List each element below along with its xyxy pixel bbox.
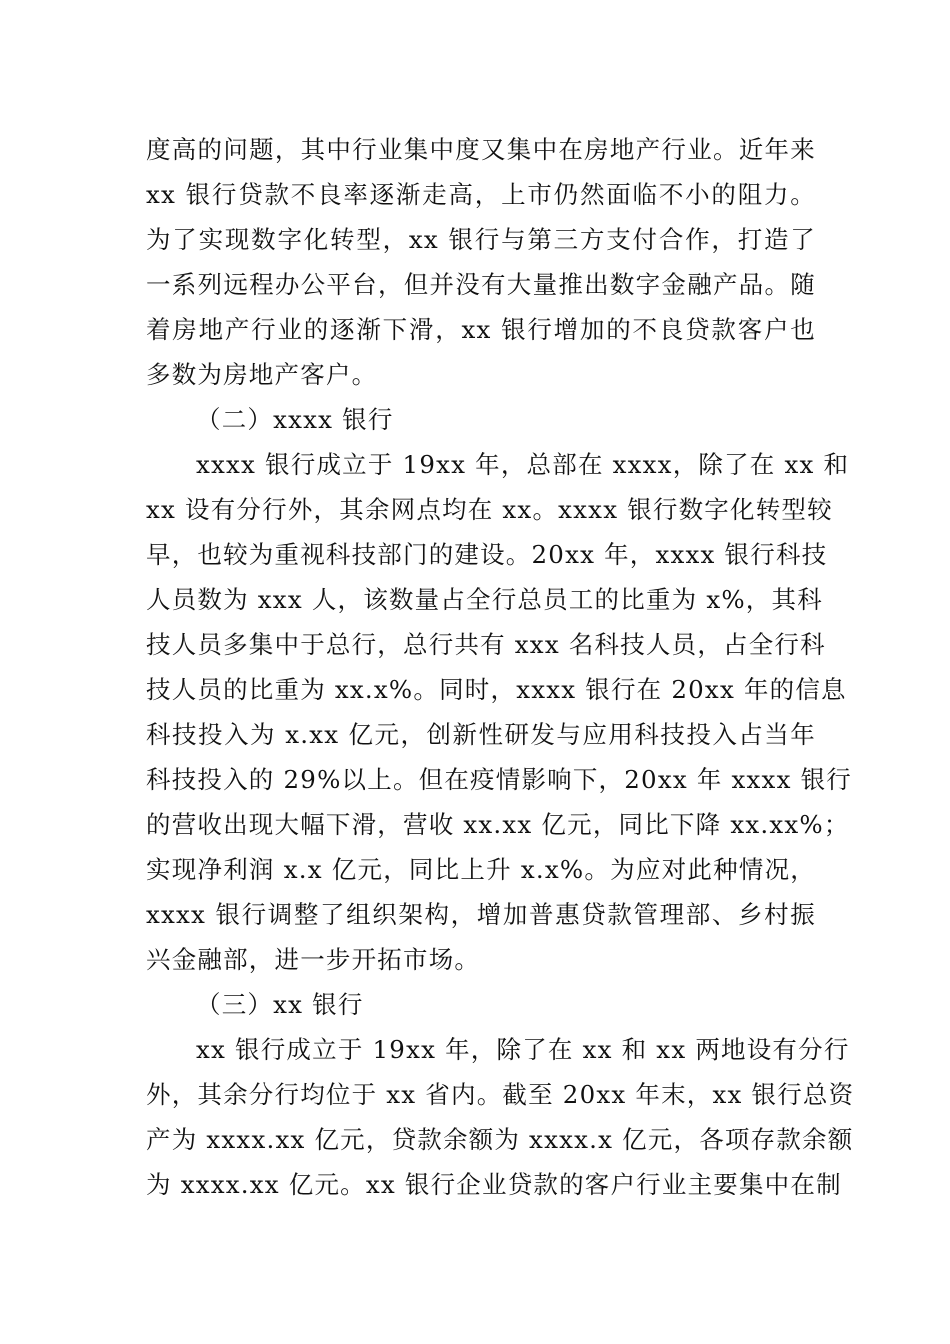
text-line: 度高的问题，其中行业集中度又集中在房地产行业。近年来 [146, 135, 816, 164]
text-line: 科技投入为 x.xx 亿元，创新性研发与应用科技投入占当年 [146, 720, 816, 749]
text-line: 一系列远程办公平台，但并没有大量推出数字金融产品。随 [146, 270, 816, 299]
section-heading-3: （三）xx 银行 [196, 990, 364, 1019]
text-line: 的营收出现大幅下滑，营收 xx.xx 亿元，同比下降 xx.xx%； [146, 810, 850, 839]
text-line: 技人员的比重为 xx.x%。同时，xxxx 银行在 20xx 年的信息 [146, 675, 847, 704]
text-line: 科技投入的 29%以上。但在疫情影响下，20xx 年 xxxx 银行 [146, 765, 852, 794]
text-line: 人员数为 xxx 人，该数量占全行总员工的比重为 x%，其科 [146, 585, 823, 614]
text-line: 实现净利润 x.x 亿元，同比上升 x.x%。为应对此种情况， [146, 855, 816, 884]
section-heading-2: （二）xxxx 银行 [196, 405, 394, 434]
text-line: 外，其余分行均位于 xx 省内。截至 20xx 年末，xx 银行总资 [146, 1080, 855, 1109]
text-line: xx 设有分行外，其余网点均在 xx。xxxx 银行数字化转型较 [146, 495, 833, 524]
text-line: 技人员多集中于总行，总行共有 xxx 名科技人员，占全行科 [146, 630, 826, 659]
text-line: 为了实现数字化转型，xx 银行与第三方支付合作，打造了 [146, 225, 816, 254]
text-line: 早，也较为重视科技部门的建设。20xx 年，xxxx 银行科技 [146, 540, 828, 569]
text-line: 多数为房地产客户。 [146, 360, 378, 389]
text-line: xxxx 银行调整了组织架构，增加普惠贷款管理部、乡村振 [146, 900, 816, 929]
text-line: 产为 xxxx.xx 亿元，贷款余额为 xxxx.x 亿元，各项存款余额 [146, 1125, 854, 1154]
text-line: xxxx 银行成立于 19xx 年，总部在 xxxx，除了在 xx 和 [196, 450, 850, 479]
text-line: xx 银行成立于 19xx 年，除了在 xx 和 xx 两地设有分行 [196, 1035, 850, 1064]
text-line: xx 银行贷款不良率逐渐走高，上市仍然面临不小的阻力。 [146, 180, 816, 209]
text-line: 着房地产行业的逐渐下滑，xx 银行增加的不良贷款客户也 [146, 315, 816, 344]
text-line: 为 xxxx.xx 亿元。xx 银行企业贷款的客户行业主要集中在制 [146, 1170, 842, 1199]
text-line: 兴金融部，进一步开拓市场。 [146, 945, 481, 974]
